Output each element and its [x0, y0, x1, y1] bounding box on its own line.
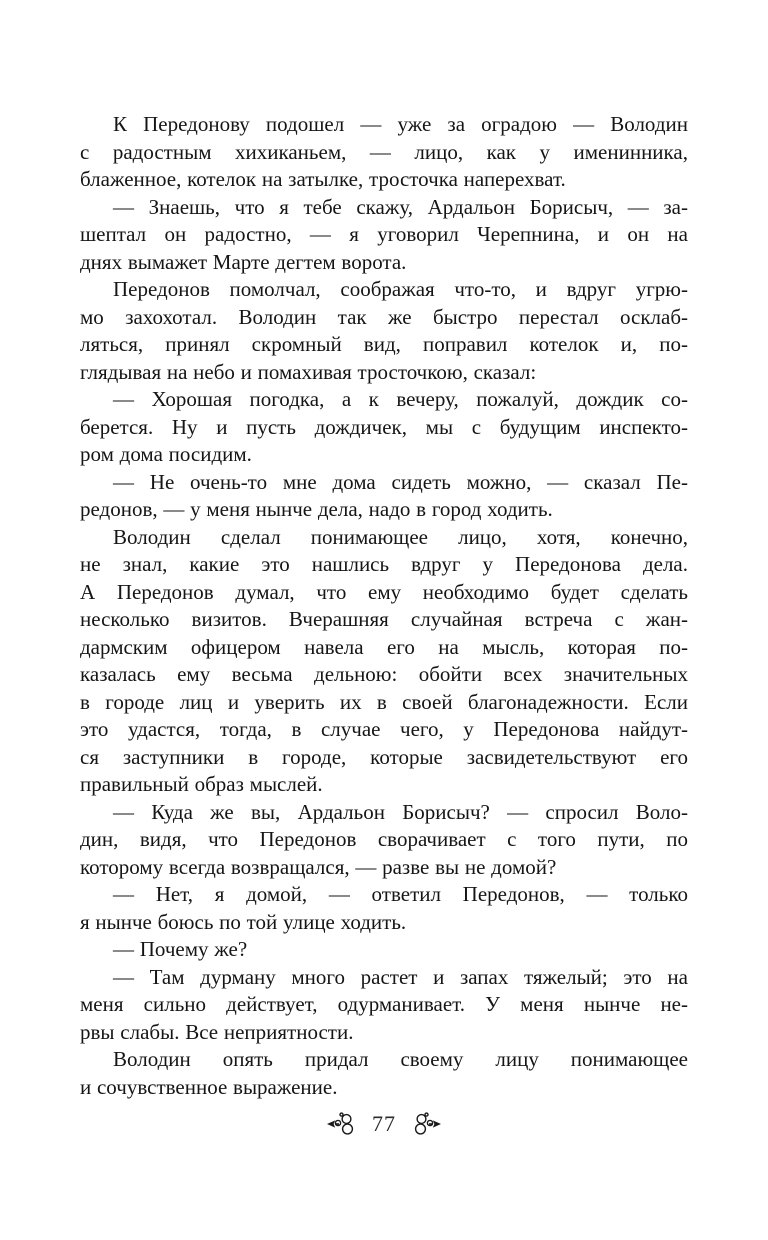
text-line: редонов, — у меня нынче дела, надо в город ходить.: [80, 497, 553, 521]
paragraph: [80, 524, 688, 799]
paragraph: [80, 276, 688, 386]
text-line: А Передонов думал, что ему необходимо будет сделать: [80, 579, 688, 604]
paragraph: [80, 386, 688, 469]
text-line: — Куда же вы, Ардальон Борисыч? — спросил Воло-: [113, 799, 688, 824]
page-footer: [0, 1106, 768, 1142]
text-line: — Нет, я домой, — ответил Передонов, — только: [113, 882, 688, 906]
paragraph: [80, 469, 688, 524]
paragraph: [80, 194, 688, 277]
body-text: [80, 111, 688, 1101]
text-line: глядывая на небо и помахивая тросточкою, сказал:: [80, 359, 537, 384]
text-line: Передонов помолчал, соображая что-то, и вдруг угрю-: [113, 277, 688, 301]
text-line: которому всегда возвращался, — разве вы не домой?: [80, 854, 557, 879]
text-line: Володин опять придал своему лицу понимающее: [113, 1047, 688, 1071]
paragraph: [80, 111, 688, 194]
text-line: меня сильно действует, одурманивает. У меня нынче не-: [80, 992, 688, 1016]
text-line: казалась ему весьма дельною: обойти всех значительных: [80, 662, 688, 686]
fleuron-right-icon: [411, 1112, 441, 1136]
text-line: ром дома посидим.: [80, 442, 252, 466]
paragraph: [80, 1046, 688, 1101]
text-line: днях вымажет Марте дегтем ворота.: [80, 249, 407, 274]
paragraph: [80, 799, 688, 882]
text-line: — Почему же?: [113, 937, 248, 961]
text-line: не знал, какие это нашлись вдруг у Передонова дела.: [80, 552, 688, 576]
text-line: — Хорошая погодка, а к вечеру, пожалуй, дождик со-: [113, 387, 688, 411]
text-line: — Там дурману много растет и запах тяжелый; это на: [113, 964, 688, 989]
fleuron-left-icon: [327, 1112, 357, 1136]
text-line: в городе лиц и уверить их в своей благонадежности. Если: [80, 689, 688, 714]
text-line: ся заступники в городе, которые засвидетельствуют его: [80, 744, 688, 769]
text-line: Володин сделал понимающее лицо, хотя, конечно,: [113, 524, 688, 549]
text-line: рвы слабы. Все неприятности.: [80, 1019, 354, 1044]
text-line: мо захохотал. Володин так же быстро перестал осклаб-: [80, 304, 688, 329]
paragraph: [80, 936, 688, 964]
text-line: несколько визитов. Вчерашняя случайная встреча с жан-: [80, 607, 688, 631]
text-line: К Передонову подошел — уже за оградою — Володин: [113, 112, 688, 136]
text-line: — Не очень-то мне дома сидеть можно, — сказал Пе-: [113, 469, 688, 494]
text-line: дин, видя, что Передонов сворачивает с того пути, по: [80, 827, 688, 851]
text-line: это удастся, тогда, в случае чего, у Передонова найдут-: [80, 717, 688, 741]
text-line: я нынче боюсь по той улице ходить.: [80, 909, 407, 934]
text-line: с радостным хихиканьем, — лицо, как у именинника,: [80, 139, 688, 164]
text-line: правильный образ мыслей.: [80, 772, 323, 796]
paragraph: [80, 881, 688, 936]
text-line: шептал он радостно, — я уговорил Черепнина, и он на: [80, 222, 688, 246]
page-number: 77: [372, 1111, 396, 1136]
text-line: блаженное, котелок на затылке, тросточка наперехват.: [80, 167, 566, 191]
text-line: дармским офицером навела его на мысль, которая по-: [80, 634, 688, 659]
paragraph: [80, 964, 688, 1047]
text-line: и сочувственное выражение.: [80, 1074, 338, 1099]
text-line: ляться, принял скромный вид, поправил котелок и, по-: [80, 332, 688, 356]
text-line: берется. Ну и пусть дождичек, мы с будущим инспекто-: [80, 414, 688, 439]
text-line: — Знаешь, что я тебе скажу, Ардальон Борисыч, — за-: [113, 194, 688, 219]
